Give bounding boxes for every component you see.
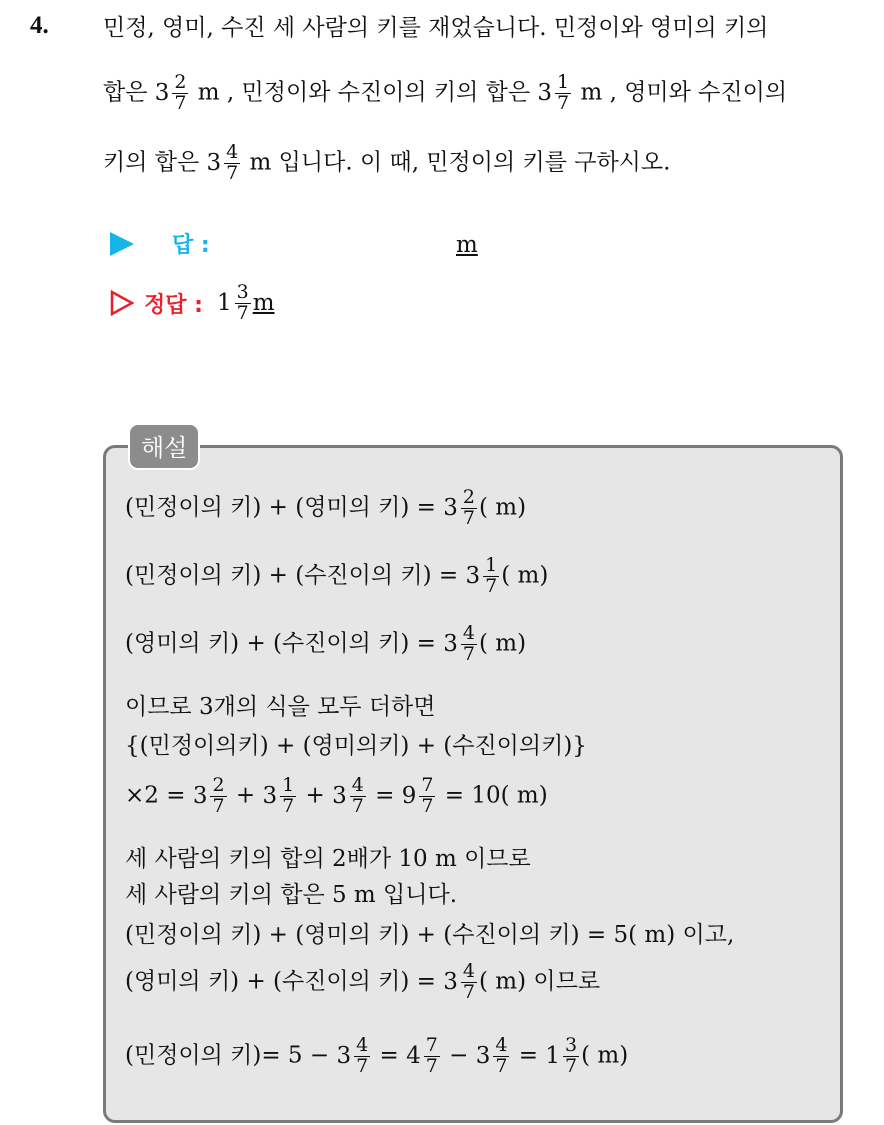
answer-row xyxy=(110,228,210,259)
filled-triangle-icon xyxy=(110,232,134,256)
correct-answer-unit: m xyxy=(252,290,275,317)
solution-line-3: (영미의 키) + (수진이의 키) = 3 $\frac{4}{7}$ ( m) xyxy=(125,622,527,665)
question-number: 4. xyxy=(30,12,49,39)
problem-text: m , 민정이와 수진이의 키의 합은 xyxy=(197,79,531,106)
problem-text: m 입니다. 이 때, 민정이의 키를 구하시오. xyxy=(249,149,671,176)
answer-label: 답 : xyxy=(172,233,210,258)
solution-tab: 해설 xyxy=(128,423,200,470)
solution-line-10: (영미의 키) + (수진이의 키) = 3 $\frac{4}{7}$ ( m) 이므로 xyxy=(125,960,601,1003)
mixed-fraction: 3 $\frac{1}{7}$ xyxy=(537,71,570,114)
answer-blank-unit[interactable]: m xyxy=(456,232,478,258)
outline-triangle-icon xyxy=(110,290,134,316)
mixed-fraction: 3 $\frac{2}{7}$ xyxy=(154,71,187,114)
solution-line-7: 세 사람의 키의 합의 2배가 10 m 이므로 xyxy=(125,846,531,872)
problem-line-1: 민정, 영미, 수진 세 사람의 키를 재었습니다. 민정이와 영미의 키의 xyxy=(103,15,769,41)
solution-line-11: (민정이의 키)= 5 − 3 $\frac{4}{7}$ = 4 $\frac{7}{7}$ − 3 $\frac{4}{7}$ = 1 $\frac{3}{7}$ ( m) xyxy=(125,1034,629,1077)
problem-line-2 xyxy=(103,73,787,114)
correct-answer-value: 1 $\frac{3}{7}$ xyxy=(216,281,249,324)
correct-answer-row xyxy=(110,283,275,324)
problem-line-3 xyxy=(103,143,670,184)
problem-text: m , 영미와 수진이의 xyxy=(580,79,788,106)
mixed-fraction: 3 $\frac{4}{7}$ xyxy=(206,141,239,184)
solution-line-6: ×2 = 3 $\frac{2}{7}$ + 3 $\frac{1}{7}$ + 3 $\frac{4}{7}$ = 9 $\frac{7}{7}$ = 10( m) xyxy=(125,774,548,817)
solution-line-2: (민정이의 키) + (수진이의 키) = 3 $\frac{1}{7}$ ( m) xyxy=(125,554,549,597)
solution-line-8: 세 사람의 키의 합은 5 m 입니다. xyxy=(125,882,458,908)
solution-line-1: (민정이의 키) + (영미의 키) = 3 $\frac{2}{7}$ ( m) xyxy=(125,486,527,529)
problem-text: 키의 합은 xyxy=(103,149,200,176)
solution-line-5: {(민정이의키) + (영미의키) + (수진이의키)} xyxy=(125,733,587,759)
solution-line-4: 이므로 3개의 식을 모두 더하면 xyxy=(125,694,436,720)
problem-text: 합은 xyxy=(103,79,148,106)
solution-line-9: (민정이의 키) + (영미의 키) + (수진이의 키) = 5( m) 이고, xyxy=(125,922,735,948)
correct-answer-label: 정답 : xyxy=(144,292,203,318)
